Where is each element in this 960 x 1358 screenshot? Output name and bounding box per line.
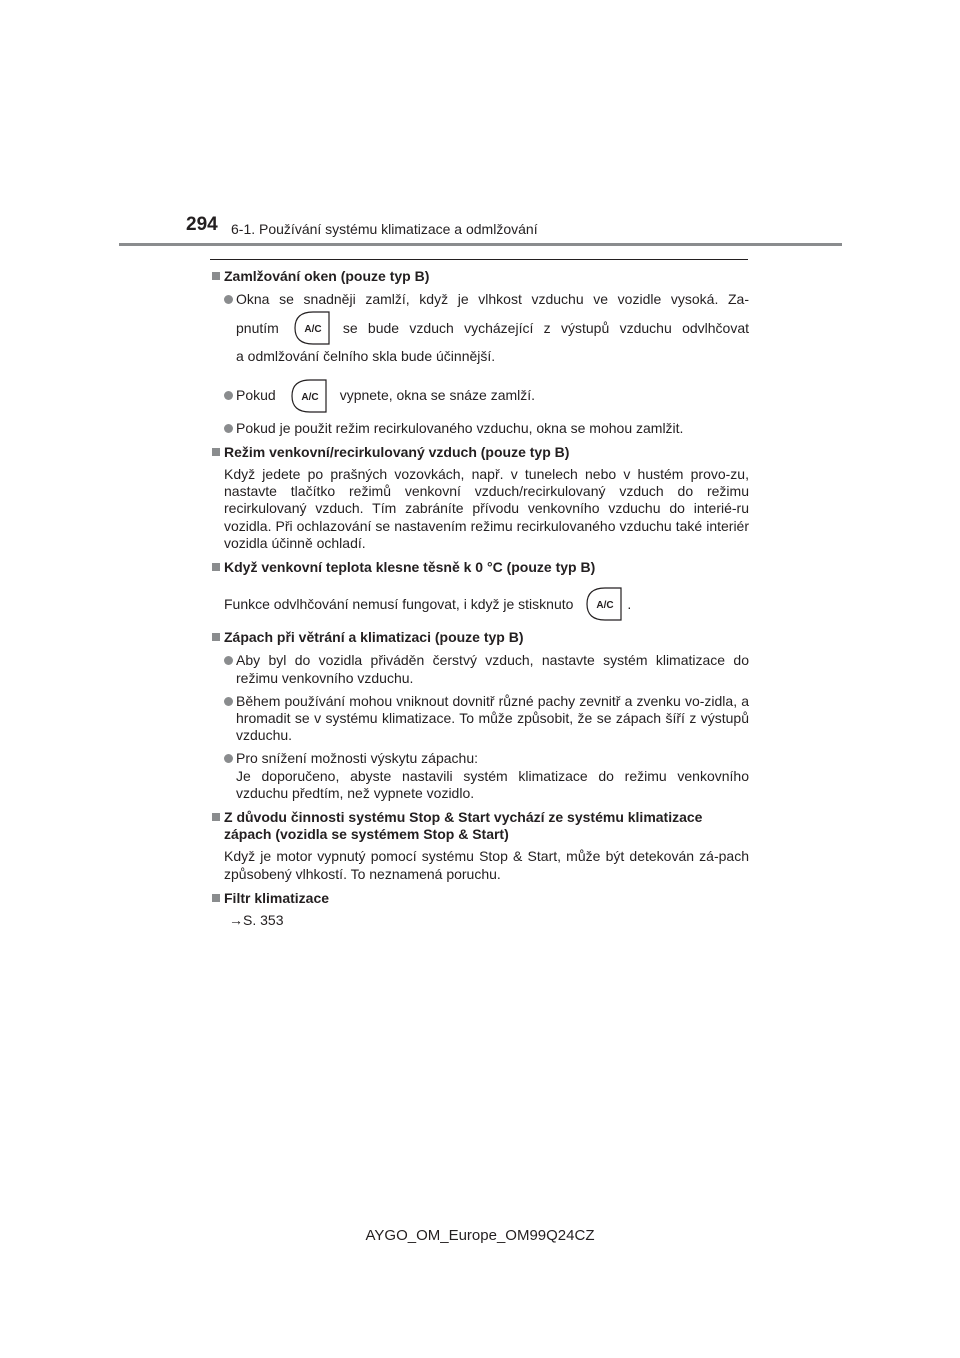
section-heading: Zamlžování oken (pouze typ B) <box>212 268 749 285</box>
svg-text:A/C: A/C <box>304 324 322 336</box>
section-heading: Režim venkovní/recirkulovaný vzduch (pouze typ B) <box>212 444 749 461</box>
ac-button-icon <box>291 310 331 346</box>
square-bullet-icon <box>212 272 220 280</box>
content-top-divider <box>210 259 748 260</box>
list-item: Pokud A/C vypnete, okna se snáze zamlží. <box>224 378 749 414</box>
svg-text:A/C: A/C <box>301 391 319 403</box>
ac-button-icon <box>288 378 328 414</box>
svg-text:A/C: A/C <box>596 600 615 612</box>
round-bullet-icon <box>224 754 233 763</box>
round-bullet-icon <box>224 391 233 400</box>
header-divider <box>119 243 842 246</box>
list-item: Pro snížení možnosti výskytu zápachu: Je doporučeno, abyste nastavili systém klimatizace do režimu venkovního vzduchu předtím, než vypnete vozidlo. <box>224 750 749 802</box>
round-bullet-icon <box>224 656 233 665</box>
round-bullet-icon <box>224 697 233 706</box>
square-bullet-icon <box>212 894 220 902</box>
square-bullet-icon <box>212 448 220 456</box>
square-bullet-icon <box>212 633 220 641</box>
document-code: AYGO_OM_Europe_OM99Q24CZ <box>365 1227 595 1244</box>
list-item: Aby byl do vozidla přiváděn čerstvý vzduch, nastavte systém klimatizace do režimu venkovního vzduchu. <box>224 652 749 686</box>
paragraph: Funkce odvlhčování nemusí fungovat, i když je stisknuto A/C . <box>224 586 749 622</box>
page-reference: →S. 353 <box>229 912 284 929</box>
ac-button-icon <box>583 586 623 622</box>
section-heading: Když venkovní teplota klesne těsně k 0 °C (pouze typ B) <box>212 559 749 576</box>
square-bullet-icon <box>212 813 220 821</box>
round-bullet-icon <box>224 295 233 304</box>
list-item: Pokud je použit režim recirkulovaného vzduchu, okna se mohou zamlžit. <box>224 420 749 437</box>
page-number: 294 <box>186 214 218 235</box>
square-bullet-icon <box>212 563 220 571</box>
page-content <box>212 268 749 929</box>
section-heading: Z důvodu činnosti systému Stop & Start vychází ze systému klimatizace zápach (vozidla se systémem Stop & Start) <box>212 809 749 843</box>
paragraph: Když je motor vypnutý pomocí systému Stop & Start, může být detekován zá-pach způsobený vlhkostí. To neznamená poruchu. <box>224 848 749 882</box>
section-title: 6-1. Používání systému klimatizace a odmlžování <box>231 221 538 237</box>
round-bullet-icon <box>224 424 233 433</box>
paragraph: Když jedete po prašných vozovkách, např. v tunelech nebo v hustém provo-zu, nastavte tlačítko režimů venkovní vzduch/recirkulovaný vzduch do režimu recirkulovaný vzduch. Tím zabráníte přívodu venkovního vzduchu do interié-ru vozidla. Při ochlazování se nastavením režimu recirkulovaného vzduchu také interiér vozidla účinně ochladí. <box>224 466 749 551</box>
section-heading: Filtr klimatizace <box>212 890 749 907</box>
section-heading: Zápach při větrání a klimatizaci (pouze typ B) <box>212 629 749 646</box>
list-item: Okna se snadněji zamlží, když je vlhkost vzduchu ve vozidle vysoká. Za- pnutím A/C se bude vzduch vycházející z výstupů vzduchu odvlhčovat a odmlžování čelního skla bude účinnější. <box>224 291 749 365</box>
list-item: Během používání mohou vniknout dovnitř různé pachy zevnitř a zvenku vo-zidla, a hromadit se v systému klimatizace. To může způsobit, že se zápach šíří z výstupů vzduchu. <box>224 693 749 745</box>
